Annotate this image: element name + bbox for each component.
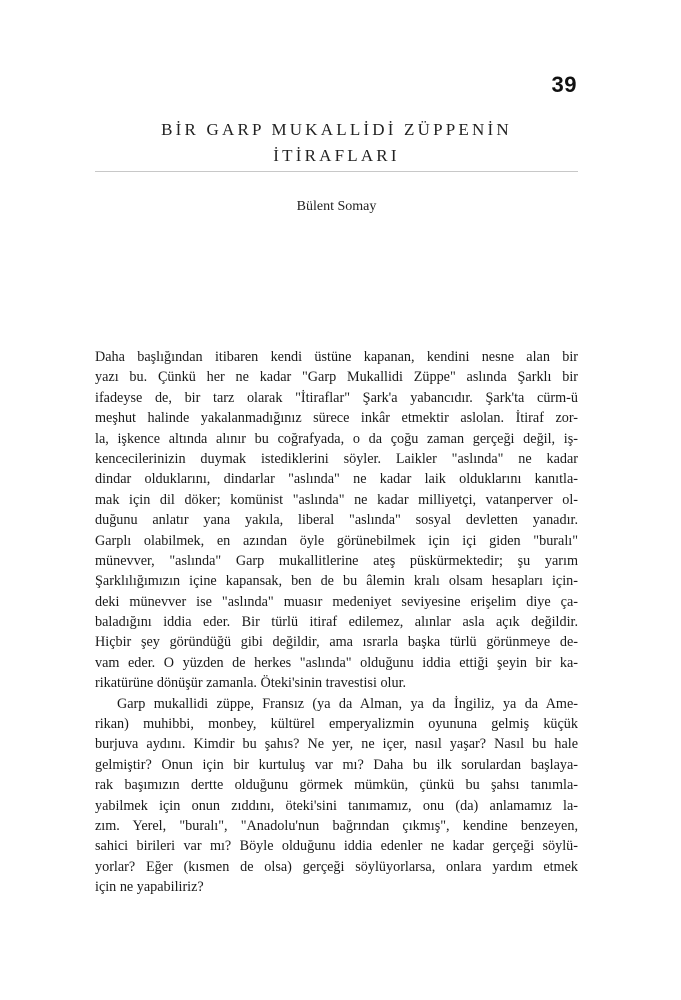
page-number: 39 [551, 72, 577, 97]
text-line: mak için dil döker; komünist "aslında" ne kadar milliyetçi, vatanperver ol- [95, 491, 578, 508]
text-line: gelmiştir? Onun için bir kurtuluş var mı? Daha bu ilk sorulardan başlaya- [95, 756, 578, 773]
text-line: meşhut halinde yakalanmadığınız sürece inkâr etmektir aslolan. İtiraf zor- [95, 410, 578, 427]
text-line: yazı bu. Çünkü her ne kadar "Garp Mukallidi Züppe" aslında Şarklı bir [95, 369, 578, 386]
text-line: münevver, "aslında" Garp mukallitlerine ateş püskürmektedir; şu yarım [95, 552, 578, 569]
text-line: yorlar? Eğer (kısmen de olsa) gerçeği söylüyorlarsa, onlara yardım etmek [95, 858, 578, 875]
text-line: rak başımızın dertte olduğunu görmek mümkün, çünkü bu şahsı tanımla- [95, 777, 578, 794]
chapter-title-line-2: İTİRAFLARI [273, 146, 400, 165]
text-line: deki münevver ise "aslında" muasır medeniyet seviyesine erişelim diye ça- [95, 593, 578, 610]
author-name: Bülent Somay [296, 199, 377, 214]
text-line: ifadeyse de, bir tarz olarak "İtiraflar" Şark'a yabancıdır. Şark'ta cürm-ü [95, 389, 578, 406]
text-line: vam eder. O yüzden de herkes "aslında" olduğunu iddia ettiği şeyin bir ka- [95, 654, 578, 671]
text-line: sahici birileri var mı? Böyle olduğunu iddia edenler ne kadar gerçeği söylü- [95, 838, 578, 855]
text-line: rikan) muhibbi, monbey, kültürel emperyalizmin oyununa gelmiş küçük [95, 716, 578, 733]
text-line: zım. Yerel, "buralı", "Anadolu'nun bağrından çıkmış", kendine benzeyen, [95, 817, 578, 834]
chapter-title [95, 117, 578, 169]
body-text [95, 347, 578, 898]
text-line: Garp mukallidi züppe, Fransız (ya da Alman, ya da İngiliz, ya da Ame- [117, 695, 578, 712]
text-line: yabilmek için onun zıddını, öteki'sini tanımamız, onu (da) anlamamız la- [95, 797, 578, 814]
text-line: la, işkence altında alınır bu coğrafyada, o da çoğu zaman gerçeği değil, iş- [95, 430, 578, 447]
paragraph [95, 347, 578, 694]
paragraph [95, 694, 578, 898]
text-line: Daha başlığından itibaren kendi üstüne kapanan, kendini nesne alan bir [95, 349, 578, 365]
text-line: Şarklılığımızın içine kapansak, ben de bu âlemin kralı olsam hesapları için- [95, 573, 578, 590]
text-line: kencecilerinizin duymak istediklerini söyler. Laikler "aslında" ne kadar [95, 450, 578, 467]
text-line: burjuva aydını. Kimdir bu şahıs? Ne yer, ne içer, nasıl yaşar? Nasıl bu hale [95, 736, 578, 753]
chapter-title-line-1: BİR GARP MUKALLİDİ ZÜPPENİN [161, 120, 512, 139]
text-line: dindar olduklarını, dindarlar "aslında" ne kadar laik olduklarını kanıtla- [95, 471, 578, 488]
text-line: rikatürüne dönüşür zamanla. Öteki'sinin travestisi olur. [95, 675, 407, 692]
text-line: için ne yapabiliriz? [95, 879, 204, 896]
text-line: baladığını iddia eder. Bir türlü itiraf edilemez, alınlar asla açık değildir. [95, 614, 578, 631]
text-line: Hiçbir şey göründüğü gibi değildir, ama ısrarla başka türlü görünmeye de- [95, 634, 578, 651]
text-line: duğunu anlatır yana yakıla, liberal "aslında" sosyal devletten yanadır. [95, 512, 578, 529]
title-divider [95, 171, 578, 172]
text-line: Garplı olabilmek, en azından öyle görünebilmek için içi giden "buralı" [95, 532, 578, 549]
